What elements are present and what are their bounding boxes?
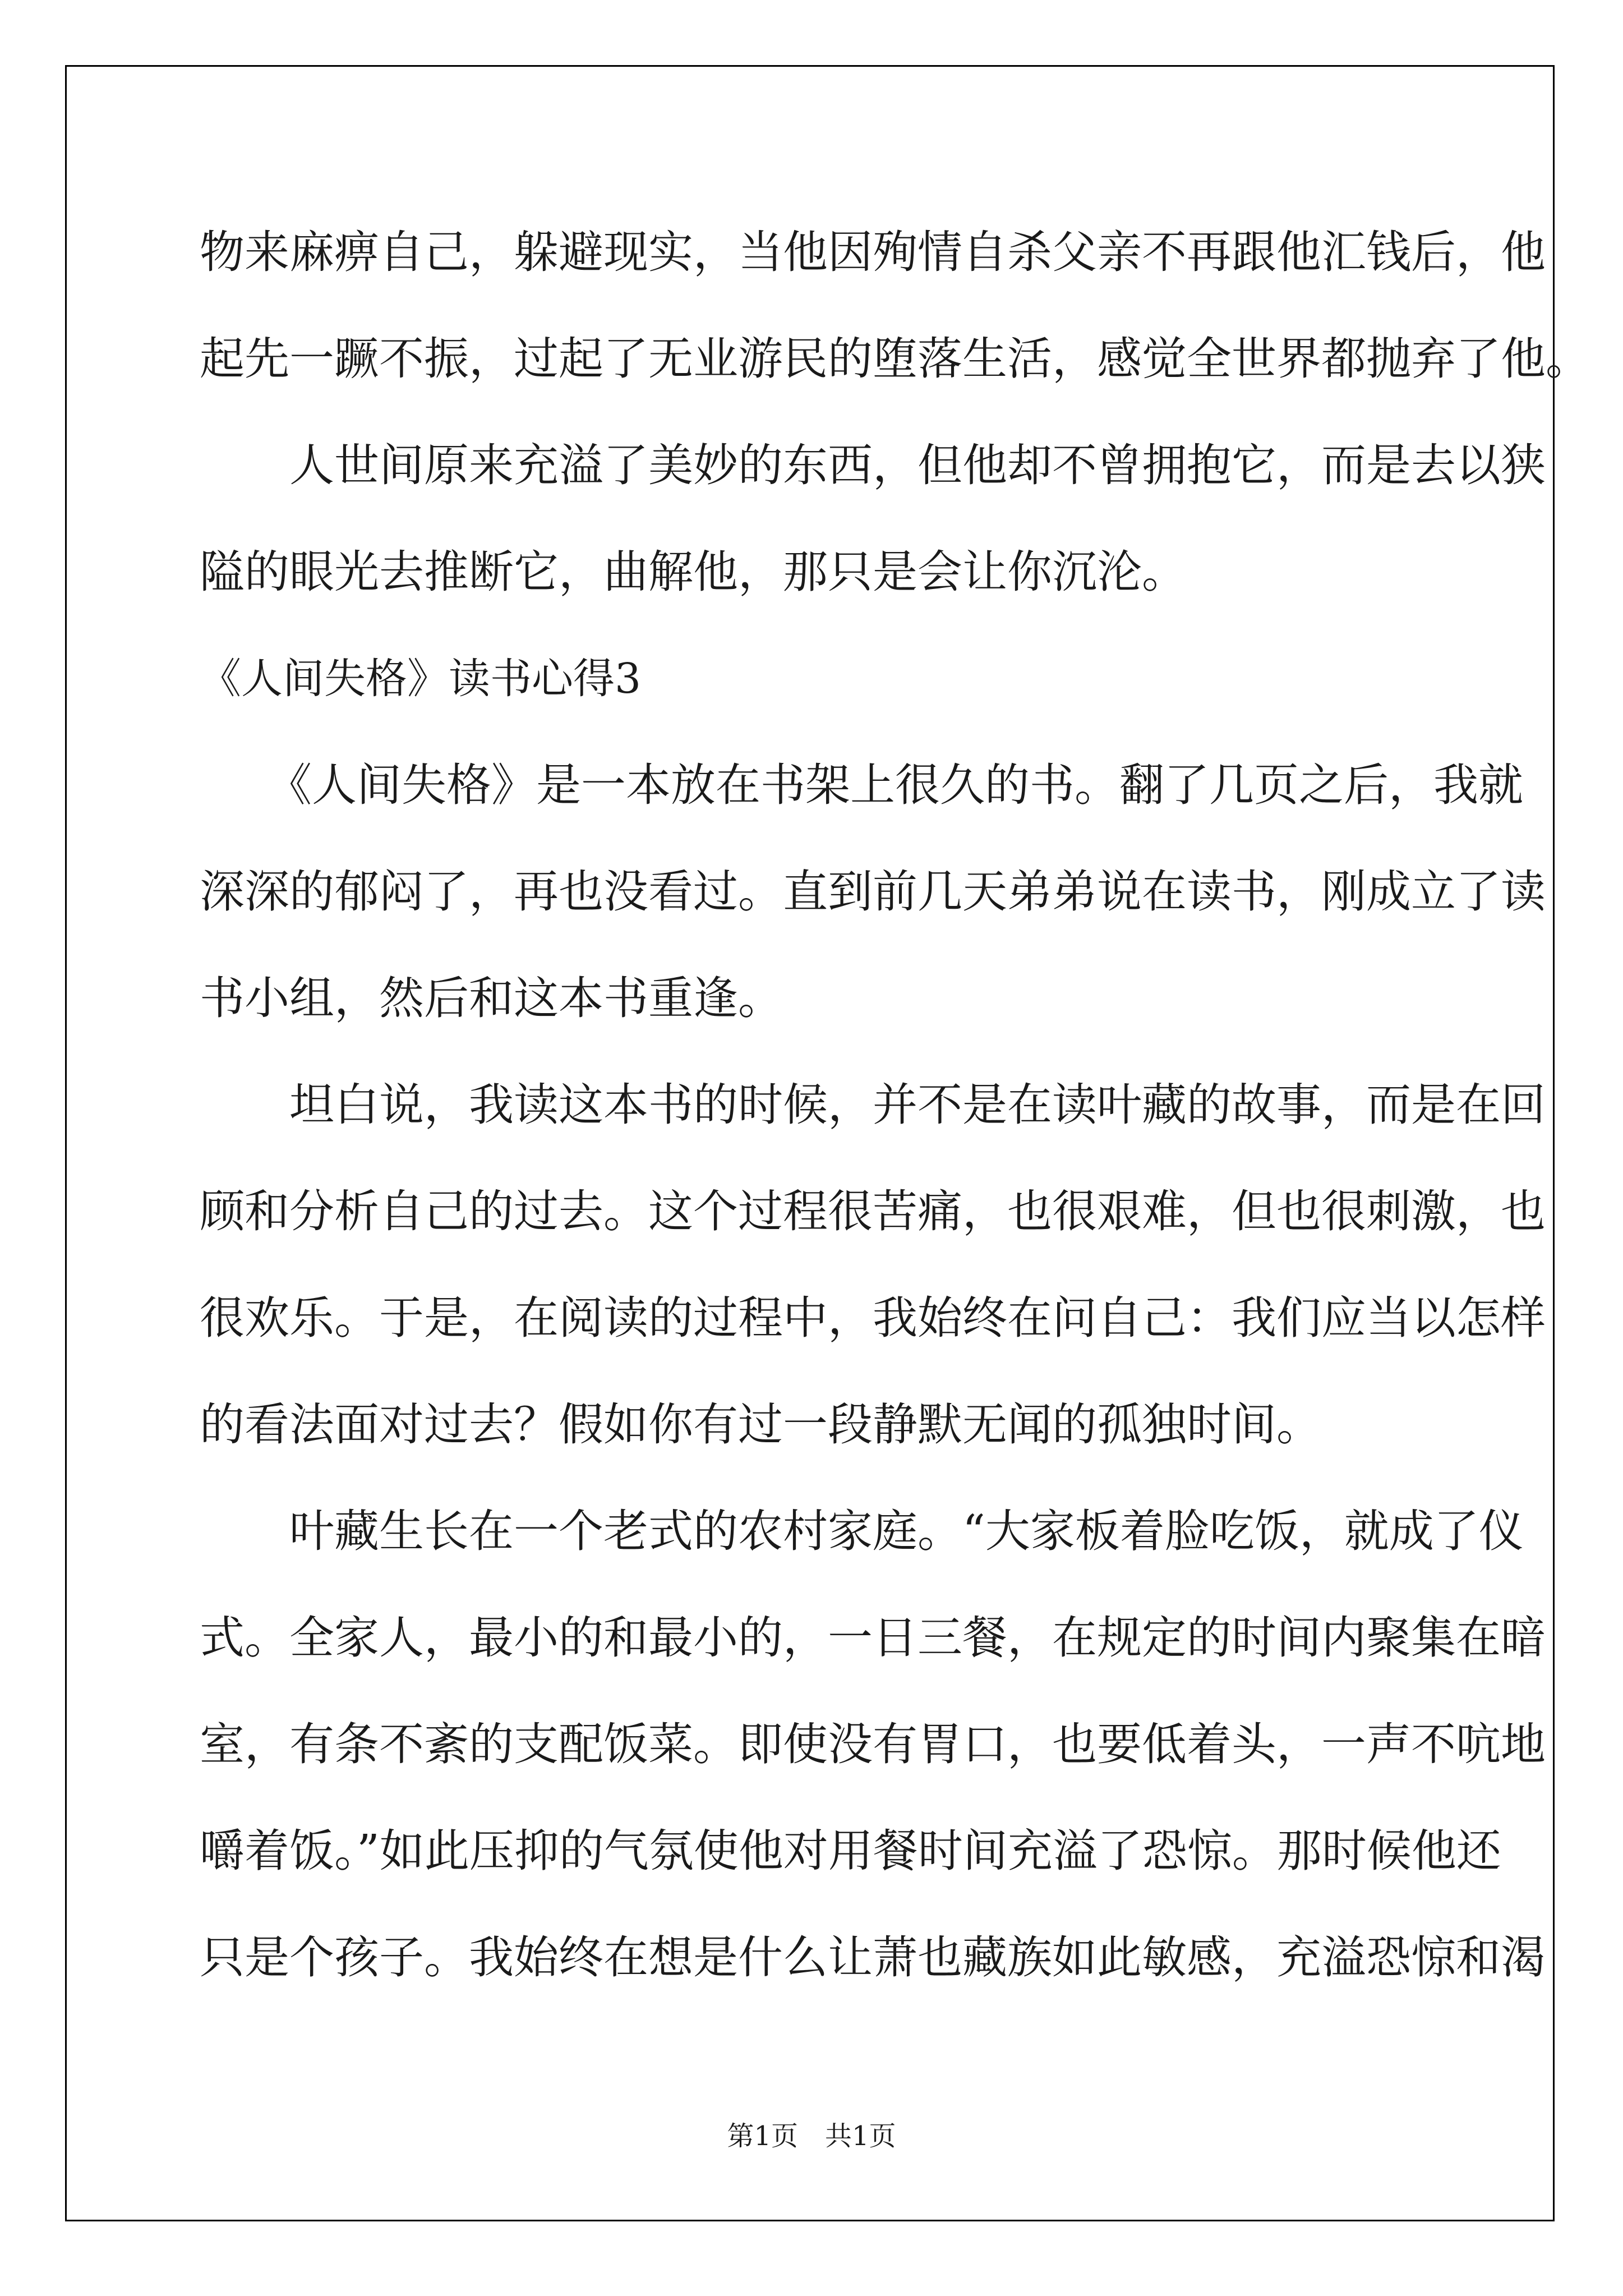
text-line-13: 叶藏生长在一个老式的农村家庭。“大家板着脸吃饭，就成了仪 <box>200 1505 1524 1557</box>
document-body <box>200 219 1590 2031</box>
text-line-14: 式。全家人，最小的和最小的，一日三餐，在规定的时间内聚集在暗 <box>200 1612 1546 1664</box>
text-line-9: 坦白说，我读这本书的时候，并不是在读叶藏的故事，而是在回 <box>200 1079 1546 1131</box>
text-line-12: 的看法面对过去？假如你有过一段静默无闻的孤独时间。 <box>200 1398 1321 1451</box>
text-line-11: 很欢乐。于是，在阅读的过程中，我始终在问自己：我们应当以怎样 <box>200 1292 1546 1344</box>
text-line-7: 深深的郁闷了，再也没看过。直到前几天弟弟说在读书，刚成立了读 <box>200 866 1546 918</box>
text-line-6: 《人间失格》是一本放在书架上很久的书。翻了几页之后，我就 <box>200 759 1523 811</box>
text-line-10: 顾和分析自己的过去。这个过程很苦痛，也很艰难，但也很刺激，也 <box>200 1185 1546 1237</box>
text-line-4: 隘的眼光去推断它，曲解他，那只是会让你沉沦。 <box>200 546 1187 598</box>
text-line-8: 书小组，然后和这本书重逢。 <box>200 972 783 1024</box>
text-line-3: 人世间原来充溢了美妙的东西，但他却不曾拥抱它，而是去以狭 <box>200 439 1546 491</box>
page-number-footer: 第1页 共1页 <box>727 2120 896 2152</box>
section-heading: 《人间失格》读书心得3 <box>200 655 642 703</box>
text-line-16: 嚼着饭。”如此压抑的气氛使他对用餐时间充溢了恐惊。那时候他还 <box>200 1825 1501 1877</box>
text-line-2: 起先一蹶不振，过起了无业游民的堕落生活，感觉全世界都抛弃了他。 <box>200 333 1590 385</box>
text-line-15: 室，有条不紊的支配饭菜。即使没有胃口，也要低着头，一声不吭地 <box>200 1718 1546 1770</box>
text-line-1: 物来麻痹自己，躲避现实，当他因殉情自杀父亲不再跟他汇钱后，他 <box>200 226 1546 278</box>
text-line-17: 只是个孩子。我始终在想是什么让萧也藏族如此敏感，充溢恐惊和渴 <box>200 1931 1546 1984</box>
